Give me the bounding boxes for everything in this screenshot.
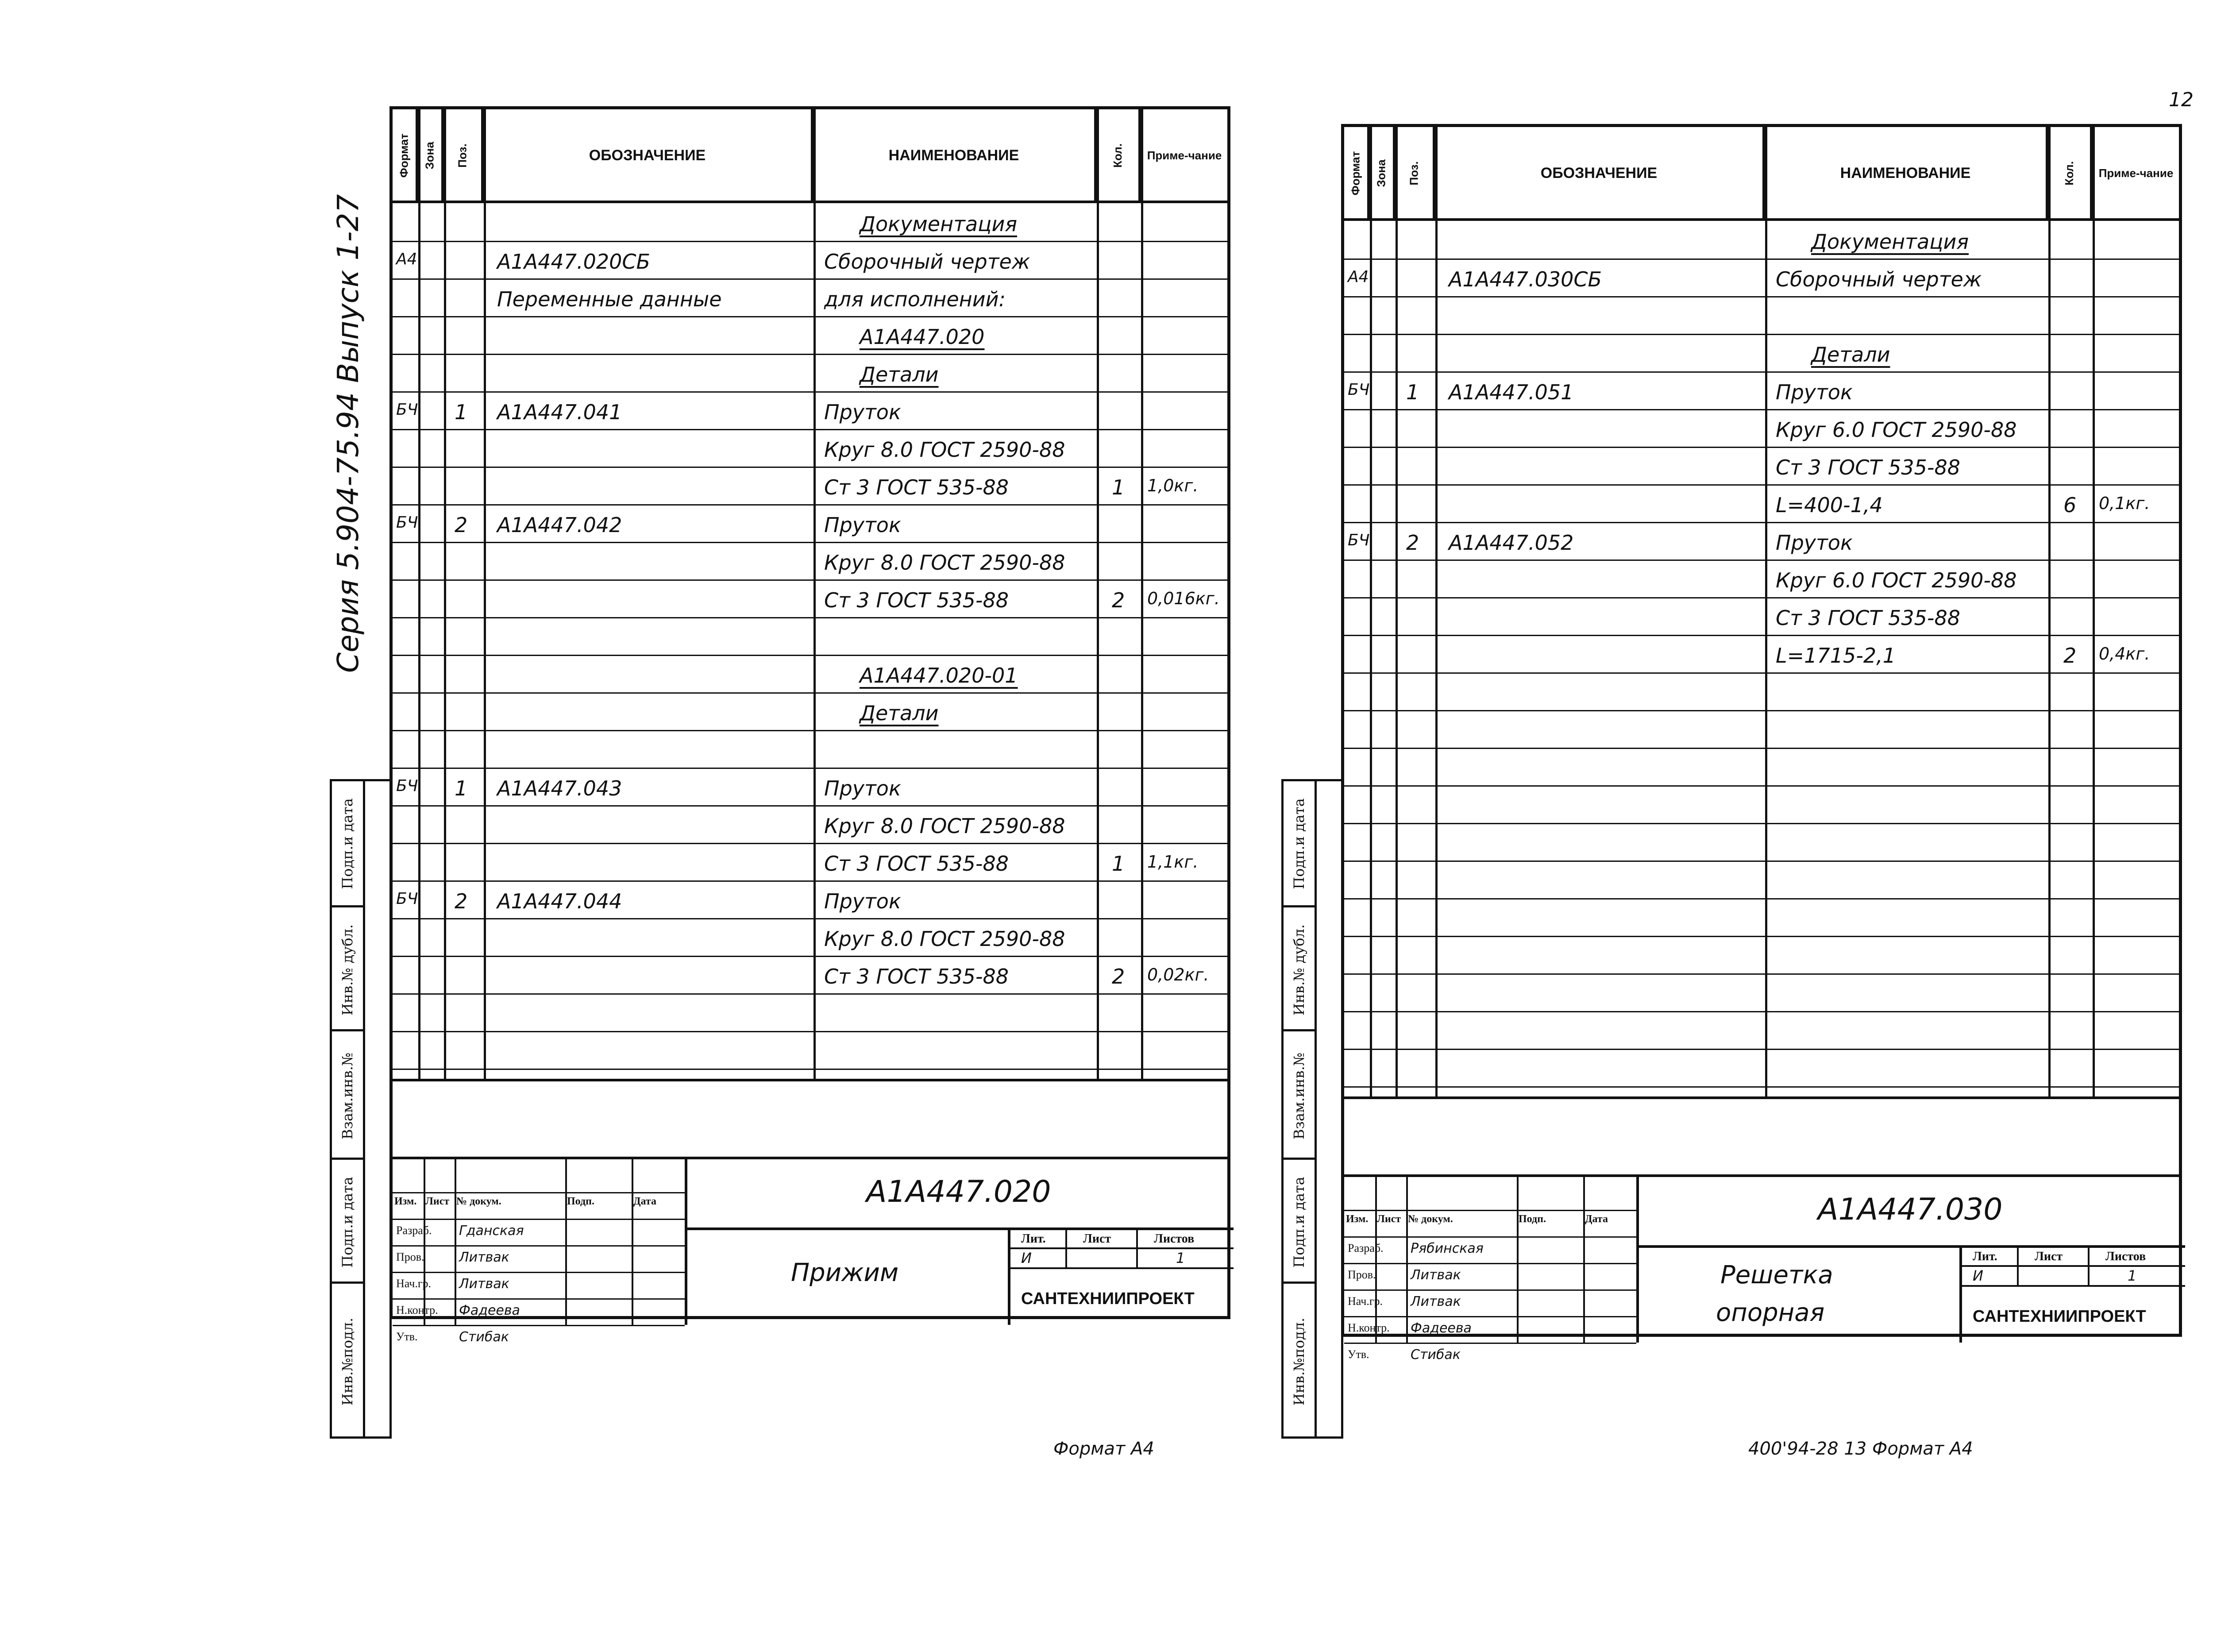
row-rule	[1344, 1011, 2179, 1012]
left-tb-person: Литвак	[459, 1276, 509, 1292]
right-tb-col-label: Изм.	[1346, 1213, 1369, 1225]
right-row-name: Пруток	[1776, 531, 1853, 555]
left-sheets-value: 1	[1176, 1250, 1185, 1266]
left-row-pos: 2	[455, 889, 468, 913]
right-row-designation: А1А447.030СБ	[1449, 267, 1602, 291]
row-rule	[393, 354, 1227, 355]
row-rule	[393, 542, 1227, 543]
side-stamp-cell	[1284, 907, 1315, 1031]
left-org: САНТЕХНИИПРОЕКТ	[1021, 1289, 1195, 1308]
left-tb-col-label: Лист	[425, 1196, 450, 1207]
left-tb-col-label: № докум.	[456, 1196, 501, 1207]
right-row-name: Детали	[1811, 343, 1890, 367]
column-rule	[1370, 127, 1372, 1096]
row-rule	[393, 1069, 1227, 1070]
row-rule	[393, 467, 1227, 468]
left-row-qty: 2	[1112, 588, 1125, 612]
row-rule	[393, 241, 1227, 242]
left-row-name: Круг 8.0 ГОСТ 2590-88	[824, 814, 1065, 838]
left-row-name: Круг 8.0 ГОСТ 2590-88	[824, 927, 1065, 951]
header-name: НАИМЕНОВАНИЕ	[813, 109, 1097, 201]
side-stamp-label: Подп.и дата	[339, 798, 356, 889]
left-lit-label: Лит.	[1021, 1232, 1046, 1246]
row-rule	[1344, 560, 2179, 561]
right-sheet-label: Лист	[2035, 1250, 2063, 1263]
right-row-name: L=400-1,4	[1776, 493, 1883, 517]
header-qty-r: Кол.	[2048, 127, 2093, 219]
side-stamp-label: Взам.инв.№	[1291, 1052, 1307, 1140]
right-footer: 400'94-28 13 Формат А4	[1748, 1439, 1973, 1459]
page-mark: 12	[2169, 89, 2194, 111]
row-rule	[393, 730, 1227, 731]
row-rule	[393, 316, 1227, 317]
left-row-name: Ст 3 ГОСТ 535-88	[824, 588, 1009, 612]
header-format: Формат	[393, 109, 418, 201]
left-row-note: 1,0кг.	[1147, 476, 1199, 495]
side-stamp-rule	[363, 779, 365, 1439]
sig-col-rule	[455, 1157, 456, 1325]
right-tb-col-label: Лист	[1377, 1213, 1401, 1225]
left-tb-col-label: Изм.	[394, 1196, 417, 1207]
column-rule	[813, 109, 816, 1079]
column-rule	[1141, 109, 1143, 1079]
right-tb-role: Разраб.	[1348, 1242, 1384, 1254]
right-doc-title-2: опорная	[1716, 1298, 1825, 1327]
right-row-designation: А1А447.051	[1449, 380, 1574, 404]
row-rule	[393, 617, 1227, 618]
right-org: САНТЕХНИИПРОЕКТ	[1973, 1307, 2146, 1326]
right-row-note: 0,1кг.	[2099, 494, 2150, 513]
right-row-name: Документация	[1811, 230, 1969, 254]
left-tb-role: Нач.гр.	[396, 1277, 432, 1290]
row-rule	[1344, 936, 2179, 937]
right-tb-col-label: № докум.	[1408, 1213, 1453, 1225]
header-designation: ОБОЗНАЧЕНИЕ	[484, 109, 813, 201]
left-row-name: Детали	[860, 701, 939, 725]
right-tb-person: Литвак	[1411, 1294, 1461, 1309]
row-rule	[393, 956, 1227, 957]
sig-col-rule	[1375, 1174, 1377, 1343]
side-stamp-label: Подп.и дата	[339, 1177, 356, 1268]
left-row-name: А1А447.020-01	[860, 664, 1018, 687]
right-doc-number: А1А447.030	[1818, 1192, 2003, 1227]
header-qty: Кол.	[1097, 109, 1141, 201]
right-sheets-label: Листов	[2105, 1250, 2146, 1263]
left-row-pos: 1	[455, 400, 468, 424]
left-row-name: Сборочный чертеж	[824, 250, 1030, 274]
sig-rule	[1344, 1316, 1636, 1317]
sig-rule	[393, 1245, 685, 1247]
left-tb-role: Пров.	[396, 1251, 424, 1263]
side-stamp-label: Инв.№ дубл.	[1291, 924, 1307, 1016]
column-rule	[1396, 127, 1398, 1096]
left-tb-col-label: Дата	[633, 1196, 656, 1207]
left-row-designation: Переменные данные	[497, 287, 722, 311]
row-rule	[393, 805, 1227, 807]
column-rule	[2093, 127, 2095, 1096]
right-row-name: Ст 3 ГОСТ 535-88	[1776, 606, 1961, 630]
left-lit-value: И	[1021, 1250, 1032, 1266]
right-row-name: L=1715-2,1	[1776, 644, 1896, 668]
left-row-name: для исполнений:	[824, 287, 1006, 311]
left-row-designation: А1А447.020СБ	[497, 250, 651, 274]
side-stamp-label: Инв.№ дубл.	[339, 924, 356, 1016]
sig-rule	[1344, 1236, 1636, 1238]
sig-rule	[393, 1298, 685, 1300]
side-stamp-label: Подп.и дата	[1291, 1177, 1307, 1268]
left-row-name: Пруток	[824, 776, 901, 800]
row-rule	[393, 391, 1227, 393]
left-row-pos: 1	[455, 776, 468, 800]
left-tb-person: Литвак	[459, 1250, 509, 1265]
right-row-qty: 6	[2063, 493, 2077, 517]
left-row-name: Ст 3 ГОСТ 535-88	[824, 475, 1009, 499]
left-row-name: Круг 8.0 ГОСТ 2590-88	[824, 551, 1065, 575]
left-doc-title: Прижим	[791, 1258, 899, 1287]
right-lit-label: Лит.	[1973, 1250, 1997, 1263]
row-rule	[393, 655, 1227, 656]
header-name-r: НАИМЕНОВАНИЕ	[1765, 127, 2048, 219]
right-row-format: БЧ	[1348, 531, 1370, 549]
left-spec-sheet	[389, 106, 1230, 1345]
row-rule	[1344, 861, 2179, 862]
row-rule	[393, 768, 1227, 769]
left-row-pos: 2	[455, 513, 468, 537]
side-stamp-cell	[332, 779, 363, 907]
header-note: Приме-чание	[1147, 148, 1222, 162]
side-stamp-rule	[1315, 779, 1317, 1439]
left-row-name: Пруток	[824, 513, 901, 537]
right-row-designation: А1А447.052	[1449, 531, 1574, 555]
right-tb-col-label: Дата	[1585, 1213, 1608, 1225]
left-tb-col-label: Подп.	[567, 1196, 594, 1207]
right-row-format: БЧ	[1348, 381, 1370, 399]
sig-col-rule	[565, 1157, 567, 1325]
left-row-note: 1,1кг.	[1147, 852, 1199, 872]
sig-rule	[1344, 1289, 1636, 1291]
row-rule	[1344, 447, 2179, 448]
right-tb-person: Фадеева	[1411, 1320, 1472, 1336]
row-rule	[393, 843, 1227, 844]
left-footer: Формат А4	[1053, 1439, 1154, 1459]
side-stamp-cell	[332, 1284, 363, 1439]
right-row-qty: 2	[2063, 644, 2077, 668]
column-rule	[484, 109, 486, 1079]
row-rule	[393, 918, 1227, 919]
column-rule	[1097, 109, 1099, 1079]
left-row-qty: 1	[1112, 852, 1125, 876]
row-rule	[1344, 484, 2179, 486]
side-stamp-cell	[1284, 779, 1315, 907]
left-title-block	[393, 1079, 1227, 1345]
left-row-format: БЧ	[396, 777, 418, 795]
left-row-name: Ст 3 ГОСТ 535-88	[824, 852, 1009, 876]
sig-col-rule	[424, 1157, 425, 1325]
left-row-note: 0,02кг.	[1147, 965, 1209, 984]
row-rule	[393, 880, 1227, 882]
right-spec-sheet	[1341, 124, 2182, 1363]
left-row-note: 0,016кг.	[1147, 589, 1220, 608]
right-row-name: Пруток	[1776, 380, 1853, 404]
header-pos: Поз.	[444, 109, 484, 201]
left-row-designation: А1А447.041	[497, 400, 622, 424]
header-zone: Зона	[418, 109, 444, 201]
right-tb-role: Утв.	[1348, 1348, 1369, 1361]
header-note-r: Приме-чание	[2098, 166, 2174, 180]
row-rule	[393, 429, 1227, 430]
row-rule	[393, 504, 1227, 506]
side-stamp-label: Инв.№подл.	[1291, 1317, 1307, 1406]
sig-rule	[393, 1325, 685, 1326]
row-rule	[393, 579, 1227, 581]
left-row-name: А1А447.020	[860, 325, 985, 349]
sig-rule	[1344, 1210, 1636, 1211]
left-row-name: Детали	[860, 363, 939, 386]
row-rule	[1344, 748, 2179, 749]
row-rule	[1344, 371, 2179, 373]
row-rule	[1344, 823, 2179, 824]
row-rule	[393, 1031, 1227, 1032]
column-rule	[418, 109, 420, 1079]
left-row-name: Пруток	[824, 400, 901, 424]
left-row-name: Документация	[860, 212, 1018, 236]
row-rule	[393, 692, 1227, 694]
row-rule	[1344, 635, 2179, 636]
side-stamp-cell	[1284, 1284, 1315, 1439]
sig-rule	[393, 1272, 685, 1273]
left-row-format: БЧ	[396, 401, 418, 419]
side-stamp-label: Взам.инв.№	[339, 1052, 356, 1140]
side-stamp-label: Подп.и дата	[1291, 798, 1307, 889]
sig-rule	[1344, 1263, 1636, 1264]
side-stamp-cell	[332, 907, 363, 1031]
header-format-r: Формат	[1344, 127, 1370, 219]
right-row-name: Ст 3 ГОСТ 535-88	[1776, 455, 1961, 479]
sig-col-rule	[1406, 1174, 1408, 1343]
left-row-name: Ст 3 ГОСТ 535-88	[824, 965, 1009, 988]
row-rule	[1344, 409, 2179, 410]
right-tb-person: Литвак	[1411, 1267, 1461, 1283]
row-rule	[1344, 1086, 2179, 1088]
left-row-designation: А1А447.044	[497, 889, 622, 913]
side-stamp-label: Инв.№подл.	[339, 1317, 356, 1406]
left-row-designation: А1А447.043	[497, 776, 622, 800]
right-title-block	[1344, 1096, 2179, 1363]
row-rule	[1344, 522, 2179, 523]
side-stamp-cell	[1284, 1160, 1315, 1284]
right-doc-title-1: Решетка	[1720, 1261, 1833, 1289]
left-row-designation: А1А447.042	[497, 513, 622, 537]
right-sheets-value: 1	[2128, 1267, 2137, 1284]
row-rule	[1344, 259, 2179, 260]
left-tb-person: Фадеева	[459, 1303, 520, 1318]
column-rule	[1435, 127, 1438, 1096]
right-tb-role: Нач.гр.	[1348, 1295, 1383, 1308]
left-tb-role: Н.контр.	[396, 1304, 438, 1316]
left-sheets-label: Листов	[1154, 1232, 1195, 1246]
left-doc-number: А1А447.020	[866, 1174, 1051, 1209]
sig-rule	[393, 1192, 685, 1193]
header-pos-r: Поз.	[1396, 127, 1435, 219]
left-row-format: БЧ	[396, 890, 418, 908]
right-tb-person: Стибак	[1411, 1347, 1461, 1363]
row-rule	[393, 278, 1227, 280]
row-rule	[393, 993, 1227, 995]
left-row-qty: 2	[1112, 965, 1125, 988]
left-row-name: Пруток	[824, 889, 901, 913]
row-rule	[1344, 710, 2179, 711]
left-row-format: А4	[396, 250, 417, 268]
right-tb-role: Н.контр.	[1348, 1321, 1390, 1334]
right-tb-col-label: Подп.	[1519, 1213, 1546, 1225]
right-lit-value: И	[1973, 1267, 1983, 1284]
header-zone-r: Зона	[1370, 127, 1396, 219]
right-tb-role: Пров.	[1348, 1268, 1376, 1281]
row-rule	[1344, 973, 2179, 975]
column-rule	[1765, 127, 1767, 1096]
header-designation-r: ОБОЗНАЧЕНИЕ	[1435, 127, 1765, 219]
left-sheet-label: Лист	[1083, 1232, 1111, 1246]
series-label: Серия 5.904-75.94 Выпуск 1-27	[331, 194, 365, 673]
row-rule	[1344, 1049, 2179, 1050]
row-rule	[1344, 785, 2179, 787]
left-tb-role: Утв.	[396, 1330, 418, 1343]
sig-col-rule	[632, 1157, 633, 1325]
row-rule	[1344, 296, 2179, 297]
row-rule	[1344, 672, 2179, 674]
right-row-name: Круг 6.0 ГОСТ 2590-88	[1776, 568, 2017, 592]
sig-col-rule	[1583, 1174, 1585, 1343]
side-stamp-cell	[332, 1031, 363, 1160]
row-rule	[1344, 898, 2179, 899]
right-row-note: 0,4кг.	[2099, 644, 2150, 664]
side-stamp-cell	[332, 1160, 363, 1284]
left-tb-role: Разраб.	[396, 1224, 432, 1237]
right-row-pos: 2	[1406, 531, 1419, 555]
sig-rule	[393, 1219, 685, 1220]
column-rule	[2048, 127, 2051, 1096]
right-row-name: Круг 6.0 ГОСТ 2590-88	[1776, 418, 2017, 442]
sig-col-rule	[1517, 1174, 1519, 1343]
right-row-format: А4	[1348, 268, 1369, 286]
right-row-pos: 1	[1406, 380, 1419, 404]
column-rule	[444, 109, 446, 1079]
row-rule	[1344, 597, 2179, 598]
sig-rule	[1344, 1343, 1636, 1344]
left-row-format: БЧ	[396, 513, 418, 532]
left-tb-person: Стибак	[459, 1329, 509, 1345]
left-tb-person: Гданская	[459, 1223, 524, 1239]
left-row-name: Круг 8.0 ГОСТ 2590-88	[824, 438, 1065, 462]
right-row-name: Сборочный чертеж	[1776, 267, 1982, 291]
left-row-qty: 1	[1112, 475, 1125, 499]
row-rule	[1344, 334, 2179, 335]
right-tb-person: Рябинская	[1411, 1241, 1484, 1256]
side-stamp-cell	[1284, 1031, 1315, 1160]
